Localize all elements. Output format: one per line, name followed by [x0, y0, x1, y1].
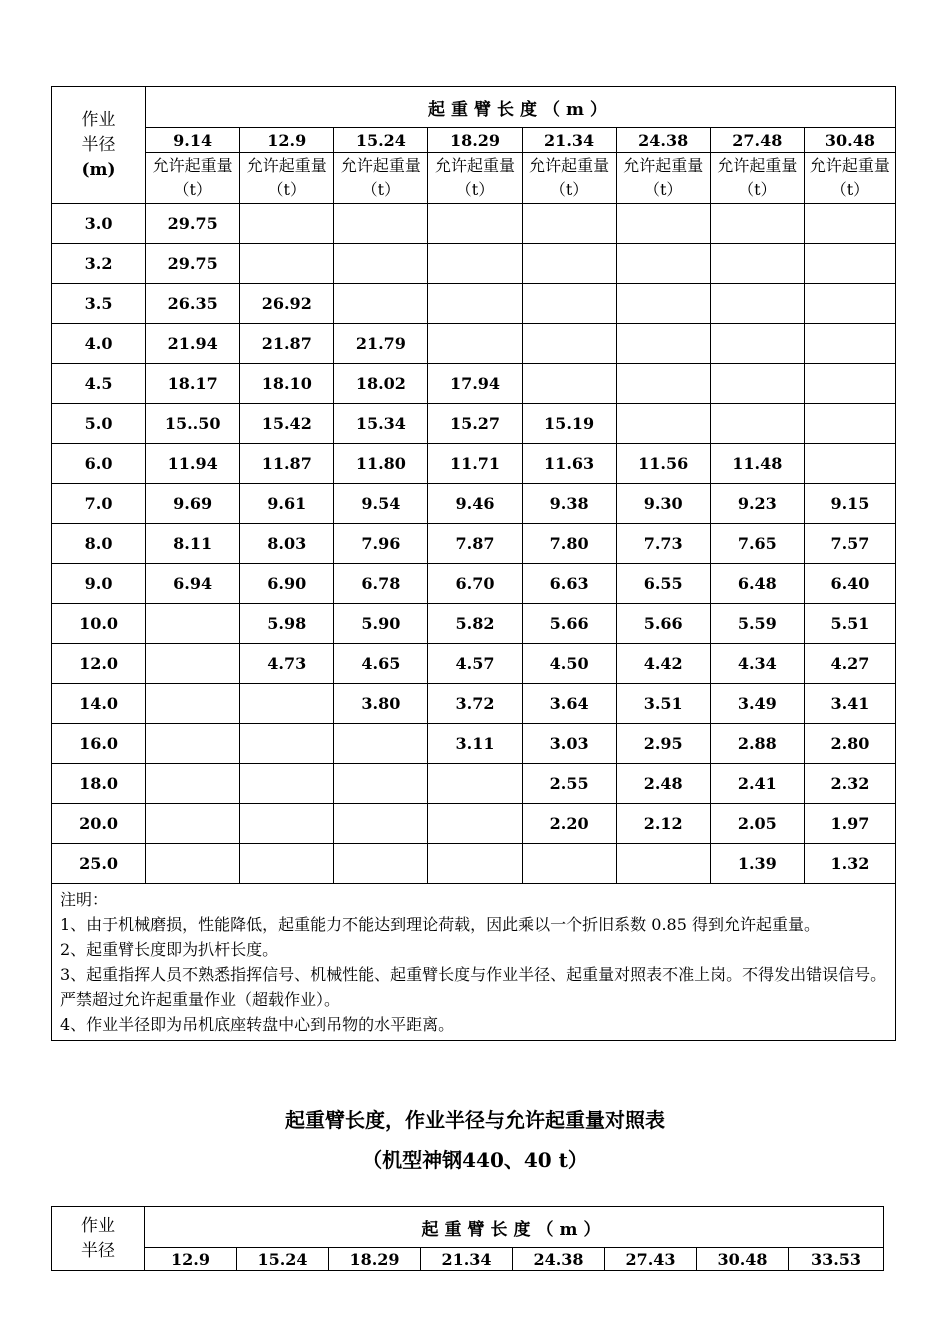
- capacity-cell: 2.05: [710, 804, 804, 844]
- capacity-cell: [804, 404, 895, 444]
- capacity-cell: 9.23: [710, 484, 804, 524]
- document-title: 起重臂长度，作业半径与允许起重量对照表: [285, 1108, 665, 1132]
- boom-length-cell: 27.43: [605, 1248, 697, 1271]
- capacity-cell: 15.42: [240, 404, 334, 444]
- capacity-cell: 3.51: [616, 684, 710, 724]
- capacity-cell: [804, 324, 895, 364]
- capacity-cell: 6.48: [710, 564, 804, 604]
- notes-cell: [52, 884, 896, 1041]
- capacity-cell: 18.17: [146, 364, 240, 404]
- capacity-cell: [146, 644, 240, 684]
- capacity-cell: 4.34: [710, 644, 804, 684]
- capacity-cell: [334, 724, 428, 764]
- capacity-cell: 21.94: [146, 324, 240, 364]
- capacity-cell: [334, 204, 428, 244]
- radius-cell: 16.0: [52, 724, 146, 764]
- radius-header-line: 半径: [81, 1240, 115, 1261]
- note-line: 3、起重指挥人员不熟悉指挥信号、机械性能、起重臂长度与作业半径、起重量对照表不准上岗。不得发出错误信号。严禁超过允许起重量作业（超载作业）。: [60, 965, 887, 1009]
- capacity-cell: [240, 244, 334, 284]
- capacity-cell: 3.03: [522, 724, 616, 764]
- capacity-cell: 9.46: [428, 484, 522, 524]
- capacity-cell: [428, 844, 522, 884]
- capacity-cell: [334, 244, 428, 284]
- capacity-cell: 11.87: [240, 444, 334, 484]
- boom-length-cell: 30.48: [697, 1248, 789, 1271]
- capacity-cell: 2.48: [616, 764, 710, 804]
- capacity-cell: 7.65: [710, 524, 804, 564]
- capacity-cell: 2.12: [616, 804, 710, 844]
- capacity-cell: [616, 364, 710, 404]
- capacity-cell: [240, 204, 334, 244]
- capacity-cell: [240, 804, 334, 844]
- capacity-cell: 5.98: [240, 604, 334, 644]
- capacity-cell: 26.35: [146, 284, 240, 324]
- capacity-cell: 9.38: [522, 484, 616, 524]
- capacity-cell: 6.70: [428, 564, 522, 604]
- table-row: [52, 764, 896, 804]
- capacity-label-cell: 允许起重量（t）: [804, 153, 895, 204]
- radius-cell: 6.0: [52, 444, 146, 484]
- capacity-table-2: [51, 1206, 884, 1271]
- capacity-cell: [428, 204, 522, 244]
- capacity-cell: [240, 764, 334, 804]
- capacity-cell: [334, 844, 428, 884]
- capacity-cell: [146, 724, 240, 764]
- boom-length-cell: 9.14: [146, 128, 240, 153]
- capacity-cell: 17.94: [428, 364, 522, 404]
- boom-length-cell: 18.29: [428, 128, 522, 153]
- capacity-cell: 9.54: [334, 484, 428, 524]
- capacity-cell: 15.27: [428, 404, 522, 444]
- capacity-label-cell: 允许起重量（t）: [428, 153, 522, 204]
- table-row: [52, 564, 896, 604]
- capacity-cell: [240, 844, 334, 884]
- capacity-cell: 5.59: [710, 604, 804, 644]
- table-row: [52, 844, 896, 884]
- notes-row: [52, 884, 896, 1041]
- capacity-cell: [146, 604, 240, 644]
- capacity-cell: [804, 364, 895, 404]
- note-line: 1、由于机械磨损，性能降低，起重能力不能达到理论荷载，因此乘以一个折旧系数 0.85 得到允许起重量。: [60, 915, 820, 934]
- capacity-cell: [616, 404, 710, 444]
- capacity-cell: [804, 244, 895, 284]
- capacity-cell: 6.63: [522, 564, 616, 604]
- capacity-cell: [146, 764, 240, 804]
- capacity-cell: [334, 284, 428, 324]
- capacity-cell: 1.32: [804, 844, 895, 884]
- capacity-cell: 4.27: [804, 644, 895, 684]
- table-row: [52, 724, 896, 764]
- note-line: 注明：: [60, 890, 109, 909]
- capacity-cell: 6.40: [804, 564, 895, 604]
- capacity-cell: 2.20: [522, 804, 616, 844]
- capacity-cell: 3.72: [428, 684, 522, 724]
- capacity-cell: 3.49: [710, 684, 804, 724]
- capacity-cell: 4.42: [616, 644, 710, 684]
- capacity-cell: 11.56: [616, 444, 710, 484]
- capacity-cell: 1.97: [804, 804, 895, 844]
- boom-length-cell: 18.29: [329, 1248, 421, 1271]
- capacity-cell: 5.66: [616, 604, 710, 644]
- table-row: [52, 364, 896, 404]
- boom-length-cell: 33.53: [789, 1248, 884, 1271]
- capacity-cell: [522, 324, 616, 364]
- capacity-cell: 2.95: [616, 724, 710, 764]
- note-line: 2、起重臂长度即为扒杆长度。: [60, 940, 279, 959]
- capacity-cell: 7.57: [804, 524, 895, 564]
- capacity-cell: 5.66: [522, 604, 616, 644]
- capacity-cell: 8.03: [240, 524, 334, 564]
- table-row: [52, 684, 896, 724]
- capacity-cell: [804, 444, 895, 484]
- capacity-cell: [522, 844, 616, 884]
- capacity-cell: 3.11: [428, 724, 522, 764]
- capacity-cell: [710, 244, 804, 284]
- capacity-cell: 9.30: [616, 484, 710, 524]
- radius-cell: 20.0: [52, 804, 146, 844]
- capacity-cell: [240, 724, 334, 764]
- capacity-cell: 2.80: [804, 724, 895, 764]
- capacity-cell: 6.55: [616, 564, 710, 604]
- capacity-cell: 8.11: [146, 524, 240, 564]
- capacity-cell: 11.48: [710, 444, 804, 484]
- capacity-cell: [616, 284, 710, 324]
- radius-cell: 12.0: [52, 644, 146, 684]
- capacity-cell: 15..50: [146, 404, 240, 444]
- table-row: [52, 644, 896, 684]
- capacity-cell: 4.57: [428, 644, 522, 684]
- capacity-cell: 15.19: [522, 404, 616, 444]
- radius-header-line: 作业: [81, 109, 116, 130]
- capacity-cell: 7.96: [334, 524, 428, 564]
- capacity-cell: [710, 324, 804, 364]
- table-row: [52, 284, 896, 324]
- capacity-cell: [428, 804, 522, 844]
- boom-length-cell: 12.9: [145, 1248, 237, 1271]
- boom-length-cell: 24.38: [616, 128, 710, 153]
- capacity-cell: 2.55: [522, 764, 616, 804]
- capacity-cell: 1.39: [710, 844, 804, 884]
- capacity-cell: 6.94: [146, 564, 240, 604]
- capacity-cell: 29.75: [146, 204, 240, 244]
- capacity-cell: [428, 324, 522, 364]
- capacity-cell: [616, 244, 710, 284]
- radius-cell: 3.0: [52, 204, 146, 244]
- capacity-cell: [334, 804, 428, 844]
- boom-length-cell: 12.9: [240, 128, 334, 153]
- radius-cell: 9.0: [52, 564, 146, 604]
- capacity-cell: [522, 204, 616, 244]
- capacity-cell: 6.90: [240, 564, 334, 604]
- capacity-cell: 11.71: [428, 444, 522, 484]
- document-subtitle: （机型神钢440、40 t）: [362, 1148, 588, 1172]
- capacity-cell: [522, 244, 616, 284]
- capacity-label-cell: 允许起重量（t）: [522, 153, 616, 204]
- radius-header-line: 作业: [81, 1215, 115, 1236]
- capacity-cell: 2.88: [710, 724, 804, 764]
- capacity-label-cell: 允许起重量（t）: [334, 153, 428, 204]
- boom-length-cell: 24.38: [513, 1248, 605, 1271]
- table-row: [52, 524, 896, 564]
- capacity-cell: 18.10: [240, 364, 334, 404]
- capacity-cell: 4.65: [334, 644, 428, 684]
- capacity-cell: 3.80: [334, 684, 428, 724]
- capacity-cell: [522, 364, 616, 404]
- capacity-cell: [710, 204, 804, 244]
- capacity-cell: [146, 844, 240, 884]
- capacity-cell: 5.51: [804, 604, 895, 644]
- radius-cell: 5.0: [52, 404, 146, 444]
- radius-cell: 4.0: [52, 324, 146, 364]
- capacity-cell: 5.82: [428, 604, 522, 644]
- capacity-cell: 2.32: [804, 764, 895, 804]
- capacity-cell: 3.64: [522, 684, 616, 724]
- capacity-cell: 21.87: [240, 324, 334, 364]
- capacity-cell: 26.92: [240, 284, 334, 324]
- capacity-cell: 3.41: [804, 684, 895, 724]
- radius-cell: 3.2: [52, 244, 146, 284]
- boom-length-cell: 27.48: [710, 128, 804, 153]
- table-row: [52, 604, 896, 644]
- capacity-label-cell: 允许起重量（t）: [710, 153, 804, 204]
- capacity-label-cell: 允许起重量（t）: [146, 153, 240, 204]
- radius-cell: 3.5: [52, 284, 146, 324]
- boom-length-header: 起重臂长度（m）: [145, 1207, 884, 1248]
- radius-cell: 10.0: [52, 604, 146, 644]
- boom-length-header: 起重臂长度（m）: [146, 87, 896, 128]
- capacity-cell: 18.02: [334, 364, 428, 404]
- note-line: 4、作业半径即为吊机底座转盘中心到吊物的水平距离。: [60, 1015, 455, 1034]
- radius-cell: 8.0: [52, 524, 146, 564]
- capacity-cell: 7.80: [522, 524, 616, 564]
- table-row: [52, 804, 896, 844]
- capacity-cell: 7.87: [428, 524, 522, 564]
- capacity-cell: [804, 284, 895, 324]
- capacity-cell: 4.73: [240, 644, 334, 684]
- capacity-cell: [710, 404, 804, 444]
- table-row: [52, 244, 896, 284]
- capacity-cell: 15.34: [334, 404, 428, 444]
- capacity-cell: 9.69: [146, 484, 240, 524]
- capacity-cell: [146, 684, 240, 724]
- capacity-cell: [428, 284, 522, 324]
- capacity-cell: [334, 764, 428, 804]
- capacity-cell: [428, 244, 522, 284]
- radius-column-header: [52, 87, 146, 204]
- capacity-cell: 2.41: [710, 764, 804, 804]
- capacity-cell: 7.73: [616, 524, 710, 564]
- capacity-label-cell: 允许起重量（t）: [240, 153, 334, 204]
- capacity-cell: [428, 764, 522, 804]
- radius-cell: 25.0: [52, 844, 146, 884]
- capacity-cell: 29.75: [146, 244, 240, 284]
- capacity-cell: [804, 204, 895, 244]
- capacity-cell: 5.90: [334, 604, 428, 644]
- capacity-cell: 11.94: [146, 444, 240, 484]
- boom-length-cell: 21.34: [522, 128, 616, 153]
- capacity-cell: [710, 364, 804, 404]
- capacity-cell: 6.78: [334, 564, 428, 604]
- capacity-cell: [616, 844, 710, 884]
- capacity-cell: [710, 284, 804, 324]
- radius-cell: 14.0: [52, 684, 146, 724]
- capacity-cell: 11.80: [334, 444, 428, 484]
- capacity-cell: 21.79: [334, 324, 428, 364]
- capacity-cell: 11.63: [522, 444, 616, 484]
- radius-cell: 4.5: [52, 364, 146, 404]
- capacity-cell: 9.15: [804, 484, 895, 524]
- radius-cell: 18.0: [52, 764, 146, 804]
- table-row: [52, 404, 896, 444]
- capacity-cell: [240, 684, 334, 724]
- boom-length-cell: 15.24: [237, 1248, 329, 1271]
- capacity-cell: [616, 324, 710, 364]
- table-row: [52, 484, 896, 524]
- capacity-cell: 4.50: [522, 644, 616, 684]
- capacity-cell: [146, 804, 240, 844]
- capacity-cell: 9.61: [240, 484, 334, 524]
- capacity-cell: [616, 204, 710, 244]
- capacity-cell: [522, 284, 616, 324]
- table-row: [52, 204, 896, 244]
- capacity-table-1: [51, 86, 896, 1041]
- boom-length-cell: 30.48: [804, 128, 895, 153]
- boom-length-cell: 21.34: [421, 1248, 513, 1271]
- radius-cell: 7.0: [52, 484, 146, 524]
- capacity-label-cell: 允许起重量（t）: [616, 153, 710, 204]
- radius-header-line: 半径: [81, 134, 116, 155]
- boom-length-cell: 15.24: [334, 128, 428, 153]
- radius-header-unit: (m): [81, 159, 116, 180]
- table-row: [52, 324, 896, 364]
- radius-column-header: [52, 1207, 145, 1271]
- table-row: [52, 444, 896, 484]
